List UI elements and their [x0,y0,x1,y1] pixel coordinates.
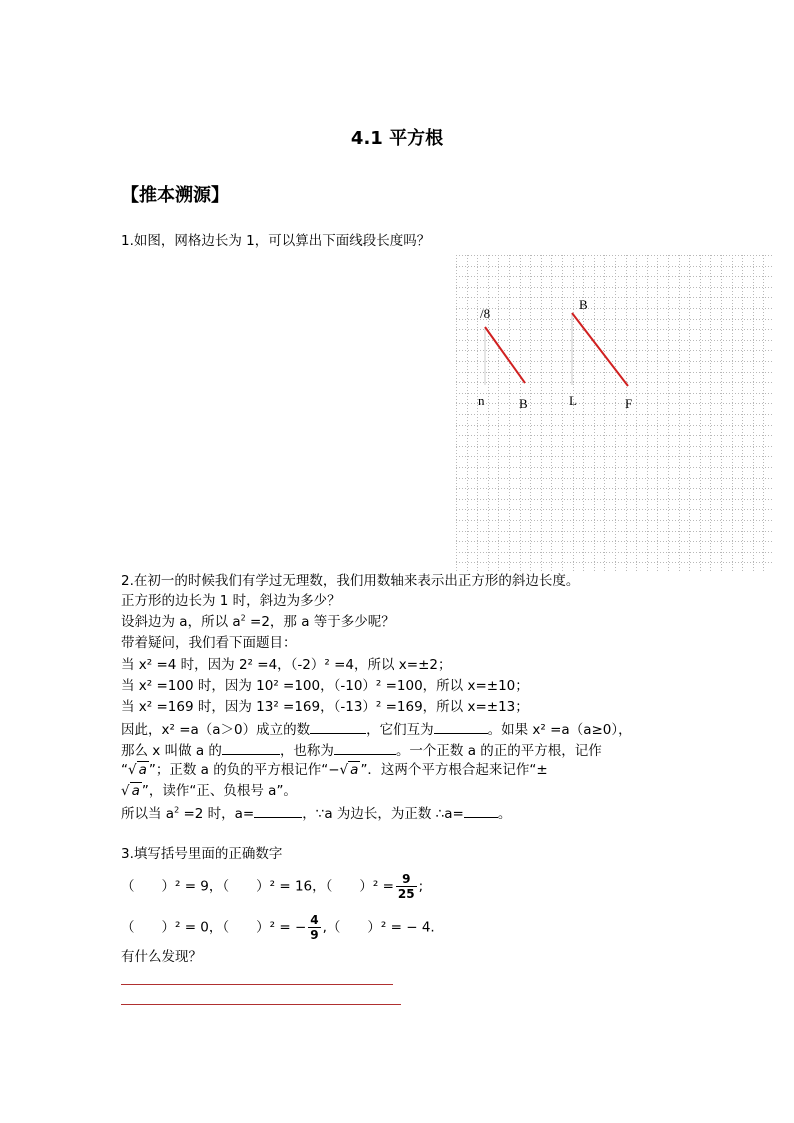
q2-line-10: “√ a ”；正数 a 的负的平方根记作“−√ a ”．这两个平方根合起来记作“± [121,762,548,778]
q3-found: 有什么发现？ [121,949,202,965]
segment-1-hypotenuse [485,327,525,383]
label-l1-top: /8 [480,306,491,321]
label-l2-bl: L [569,393,577,408]
answer-line-1[interactable] [121,984,393,985]
q2-line-6: 当 x² =100 时，因为 10² =100，（-10）² =100，所以 x=±10； [121,678,529,694]
fraction-9-25: $\frac{9}{25}$ [397,872,415,901]
grid-lines [456,255,774,573]
q2-line-4: 带着疑问，我们看下面题目： [121,635,297,651]
fraction-4-9: $\frac{4}{9}$ [310,913,319,942]
blank-4[interactable] [334,740,396,755]
sqrt-a-2: √ a [339,762,359,778]
sqrt-a-1: √ a [128,762,147,778]
sqrt-a-3: √ a [121,783,140,799]
label-l2-br: F [625,396,633,411]
question-1: 1.如图，网格边长为 1，可以算出下面线段长度吗？ [121,233,431,249]
q3-row-1: （ ）² = 9，（ ）² = 16，（ ）² = $\frac{9}{25}$ ; [121,872,424,901]
q3-row-2: （ ）² = 0，（ ）² = − $\frac{4}{9}$ ,（ ）² = − 4. [121,913,435,942]
q2-line-12: 所以当 $a^2 =2$ 时，a= ，∵a 为边长，为正数 ∴a= 。 [121,803,511,824]
q3-title: 3.填写括号里面的正确数字 [121,846,283,862]
blank-5[interactable] [254,803,302,818]
q2-line-9: 那么 x 叫做 a 的 ，也称为 。一个正数 a 的正的平方根，记作 [121,740,602,761]
blank-2[interactable] [434,719,488,734]
segment-2-hypotenuse [572,313,628,386]
q2-line-7: 当 x² =169 时，因为 13² =169，（-13）² =169，所以 x=±13； [121,699,529,715]
blank-1[interactable] [310,719,366,734]
q2-line-3: 设斜边为 a，所以 $a^2 =2$，那 a 等于多少呢？ [121,613,395,630]
label-l1-bl: n [478,393,485,408]
q2-line-11: √ a ”，读作“正、负根号 a”。 [121,783,297,799]
q2-line-2: 正方形的边长为 1 时，斜边为多少？ [121,593,341,609]
blank-6[interactable] [464,803,498,818]
q2-line-8: 因此，x² =a（a＞0）成立的数 ，它们互为 。如果 x² =a（a≥0）， [121,719,632,740]
label-l2-top: B [579,297,588,312]
grid-figure [456,255,774,573]
q2-line-1: 2.在初一的时候我们有学过无理数，我们用数轴来表示出正方形的斜边长度。 [121,573,580,589]
answer-line-2[interactable] [121,1004,401,1005]
page-title: 4.1 平方根 [350,128,444,149]
q2-line-5: 当 x² =4 时，因为 2² =4，（-2）² =4，所以 x=±2； [121,657,452,673]
section-heading: 【推本溯源】 [121,185,229,206]
blank-3[interactable] [222,740,280,755]
label-l1-br: B [519,396,528,411]
